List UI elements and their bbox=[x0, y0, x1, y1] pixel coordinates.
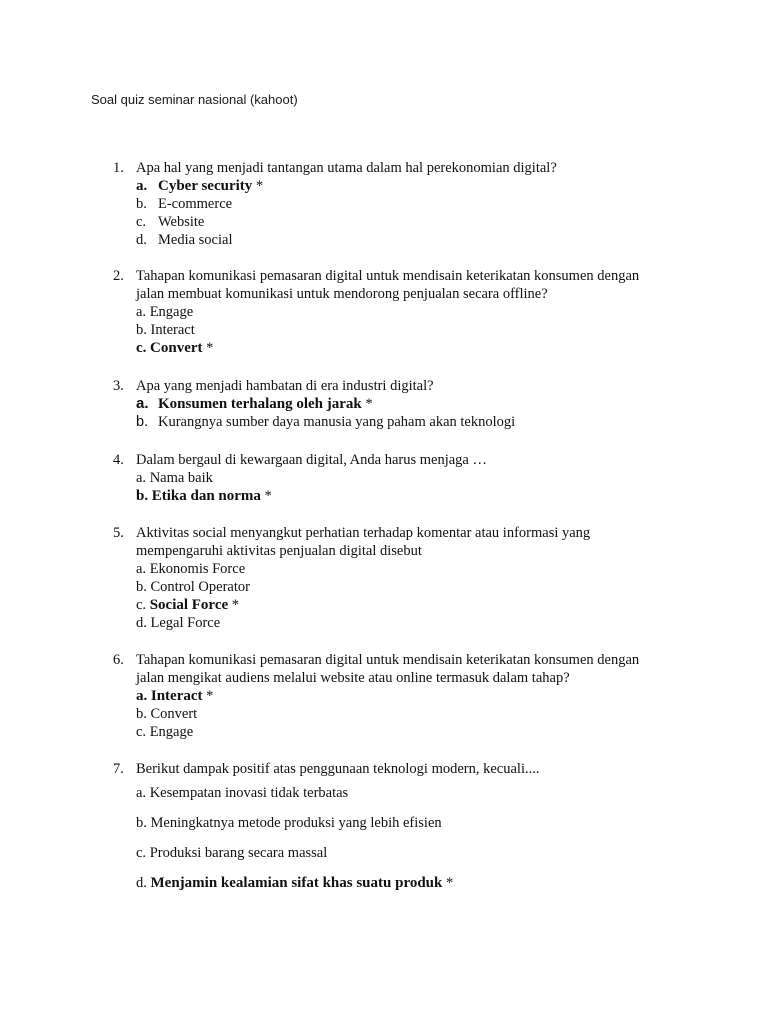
option-label: c. bbox=[136, 340, 147, 356]
correct-marker: * bbox=[264, 488, 272, 504]
option-text: Legal Force bbox=[150, 615, 221, 631]
question-number: 7. bbox=[113, 761, 124, 777]
question-text: Apa yang menjadi hambatan di era industri digital? bbox=[136, 378, 434, 394]
question-7 bbox=[0, 760, 768, 898]
option-text-correct: Interact bbox=[150, 688, 203, 704]
option-text: E-commerce bbox=[158, 196, 233, 212]
question-text: Aktivitas social menyangkut perhatian terhadap komentar atau informasi yang bbox=[136, 525, 591, 541]
question-number: 3. bbox=[113, 378, 124, 394]
question-2 bbox=[0, 267, 768, 357]
option-label: a. bbox=[136, 561, 147, 577]
correct-marker: * bbox=[231, 597, 240, 613]
option-text: Interact bbox=[150, 322, 195, 338]
question-5 bbox=[0, 524, 768, 632]
option-label: a. bbox=[136, 304, 147, 320]
option-text: Meningkatnya metode produksi yang lebih efisien bbox=[150, 815, 442, 831]
question-text: jalan mengikat audiens melalui website atau online termasuk dalam tahap? bbox=[136, 670, 570, 686]
question-text: Dalam bergaul di kewargaan digital, Anda harus menjaga … bbox=[136, 452, 487, 468]
option-label: d. bbox=[136, 875, 147, 891]
option-label: c. bbox=[136, 724, 147, 740]
option-label: b. bbox=[136, 815, 147, 831]
option-label: b. bbox=[136, 196, 147, 212]
option-text: Nama baik bbox=[149, 470, 213, 486]
page-title: Soal quiz seminar nasional (kahoot) bbox=[91, 92, 298, 107]
option-text: Media social bbox=[158, 232, 233, 248]
option-text: Produksi barang secara massal bbox=[149, 845, 328, 861]
option-text-correct: Etika dan norma bbox=[151, 488, 261, 504]
question-number: 6. bbox=[113, 652, 124, 668]
option-label: a. bbox=[136, 470, 147, 486]
question-6 bbox=[0, 651, 768, 741]
option-label: d. bbox=[136, 615, 147, 631]
option-text-correct: Konsumen terhalang oleh jarak bbox=[158, 396, 362, 412]
option-text: Kurangnya sumber daya manusia yang paham akan teknologi bbox=[158, 414, 516, 430]
option-label: a. bbox=[136, 785, 147, 801]
option-text: Engage bbox=[149, 724, 194, 740]
option-text-correct: Menjamin kealamian sifat khas suatu produk bbox=[150, 875, 443, 891]
correct-marker: * bbox=[206, 688, 214, 704]
option-text: Control Operator bbox=[150, 579, 250, 595]
option-label: c. bbox=[136, 214, 147, 230]
option-text-correct: Convert bbox=[150, 340, 203, 356]
question-3 bbox=[0, 377, 768, 431]
correct-marker: * bbox=[255, 178, 264, 194]
option-label: b. bbox=[136, 488, 149, 504]
option-label: a. bbox=[136, 178, 148, 194]
question-text: Apa hal yang menjadi tantangan utama dalam hal perekonomian digital? bbox=[136, 160, 557, 176]
question-4 bbox=[0, 451, 768, 505]
option-text: Kesempatan inovasi tidak terbatas bbox=[149, 785, 349, 801]
option-label: b. bbox=[136, 706, 147, 722]
option-text-correct: Social Force bbox=[149, 597, 229, 613]
question-text: mempengaruhi aktivitas penjualan digital disebut bbox=[136, 543, 422, 559]
option-text-correct: Cyber security bbox=[158, 178, 253, 194]
question-number: 4. bbox=[113, 452, 124, 468]
question-number: 1. bbox=[113, 160, 124, 176]
question-text: Berikut dampak positif atas penggunaan teknologi modern, kecuali.... bbox=[136, 761, 540, 777]
option-text: Ekonomis Force bbox=[149, 561, 246, 577]
option-label: b. bbox=[136, 414, 149, 430]
option-label: b. bbox=[136, 322, 147, 338]
correct-marker: * bbox=[365, 396, 373, 412]
option-label: c. bbox=[136, 845, 147, 861]
option-label: b. bbox=[136, 579, 147, 595]
correct-marker: * bbox=[446, 875, 454, 891]
correct-marker: * bbox=[206, 340, 214, 356]
question-text: jalan membuat komunikasi untuk mendorong penjualan secara offline? bbox=[136, 286, 548, 302]
option-label: d. bbox=[136, 232, 147, 248]
option-text: Engage bbox=[149, 304, 194, 320]
option-label: c. bbox=[136, 597, 147, 613]
question-1 bbox=[0, 159, 768, 249]
question-text: Tahapan komunikasi pemasaran digital untuk mendisain keterikatan konsumen dengan bbox=[136, 652, 640, 668]
option-label: a. bbox=[136, 395, 149, 412]
option-text: Website bbox=[158, 214, 205, 230]
question-number: 5. bbox=[113, 525, 124, 541]
option-label: a. bbox=[136, 688, 148, 704]
question-text: Tahapan komunikasi pemasaran digital untuk mendisain keterikatan konsumen dengan bbox=[136, 268, 640, 284]
question-number: 2. bbox=[113, 268, 124, 284]
option-text: Convert bbox=[150, 706, 198, 722]
